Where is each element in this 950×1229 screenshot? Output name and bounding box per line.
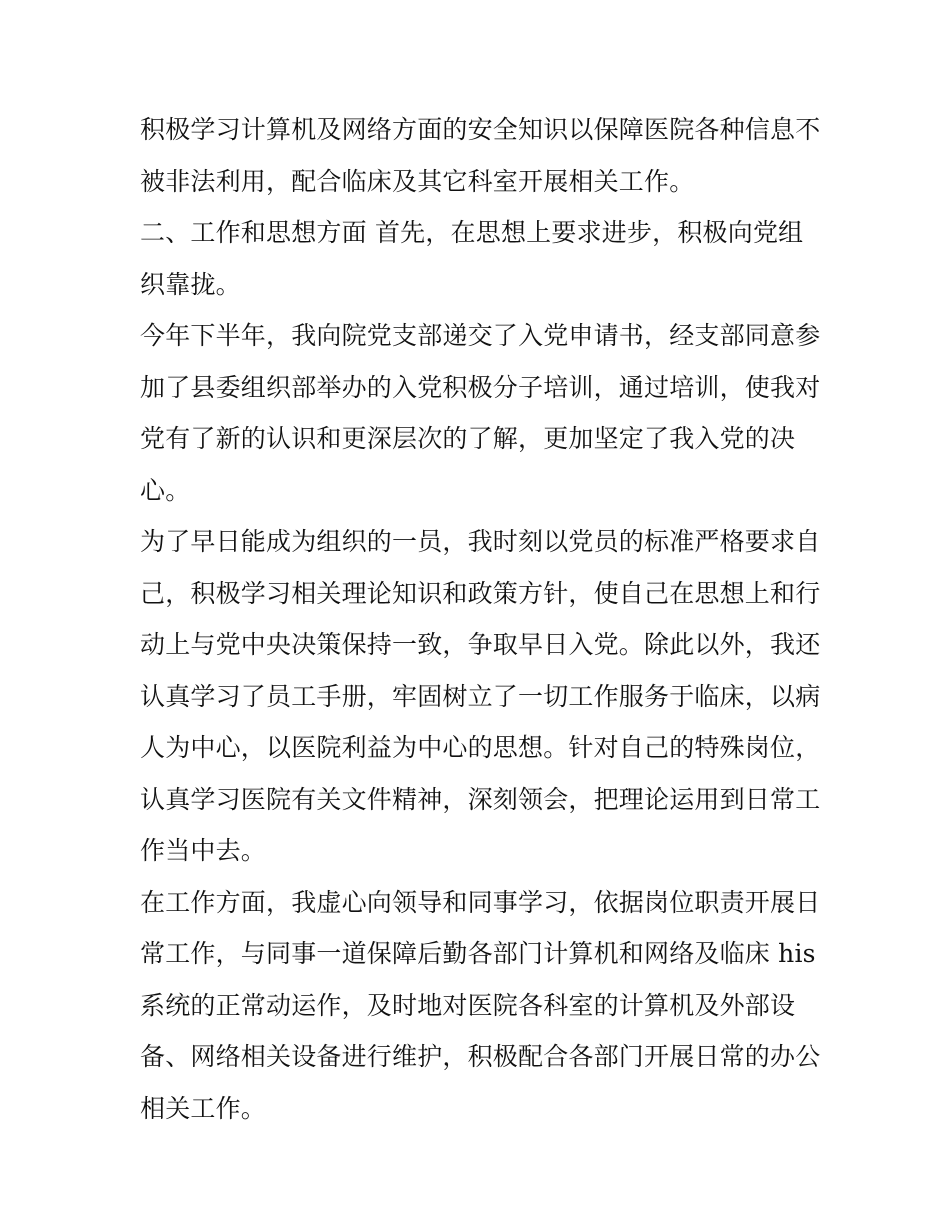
text-line: 动上与党中央决策保持一致，争取早日入党。除此以外，我还 (140, 630, 821, 659)
text-line: 被非法利用，配合临床及其它科室开展相关工作。 (140, 166, 695, 196)
text-line: 认真学习医院有关文件精神，深刻领会，把理论运用到日常工 (140, 784, 821, 814)
text-line: 系统的正常动运作，及时地对医院各科室的计算机及外部设 (140, 990, 796, 1020)
text-line: 心。 (140, 475, 191, 505)
text-line: 常工作，与同事一道保障后勤各部门计算机和网络及临床 his (140, 939, 816, 968)
text-line: 今年下半年，我向院党支部递交了入党申请书，经支部同意参 (140, 321, 821, 350)
text-line: 加了县委组织部举办的入党积极分子培训，通过培训，使我对 (140, 372, 821, 402)
text-line: 在工作方面，我虚心向领导和同事学习，依据岗位职责开展日 (140, 887, 821, 917)
text-line: 相关工作。 (140, 1093, 267, 1123)
text-line: 备、网络相关设备进行维护，积极配合各部门开展日常的办公 (140, 1042, 821, 1071)
text-line: 人为中心，以医院利益为中心的思想。针对自己的特殊岗位， (140, 733, 821, 762)
text-line: 己，积极学习相关理论知识和政策方针，使自己在思想上和行 (140, 578, 821, 608)
document-body (140, 104, 820, 1134)
text-line: 作当中去。 (140, 836, 267, 865)
text-line: 为了早日能成为组织的一员，我时刻以党员的标准严格要求自 (140, 527, 821, 556)
text-line: 二、工作和思想方面 首先，在思想上要求进步，积极向党组 (140, 218, 804, 247)
text-line: 织靠拢。 (140, 269, 241, 299)
text-line: 认真学习了员工手册，牢固树立了一切工作服务于临床，以病 (140, 681, 821, 711)
text-line: 党有了新的认识和更深层次的了解，更加坚定了我入党的决 (140, 424, 796, 453)
text-line: 积极学习计算机及网络方面的安全知识以保障医院各种信息不 (140, 115, 821, 144)
